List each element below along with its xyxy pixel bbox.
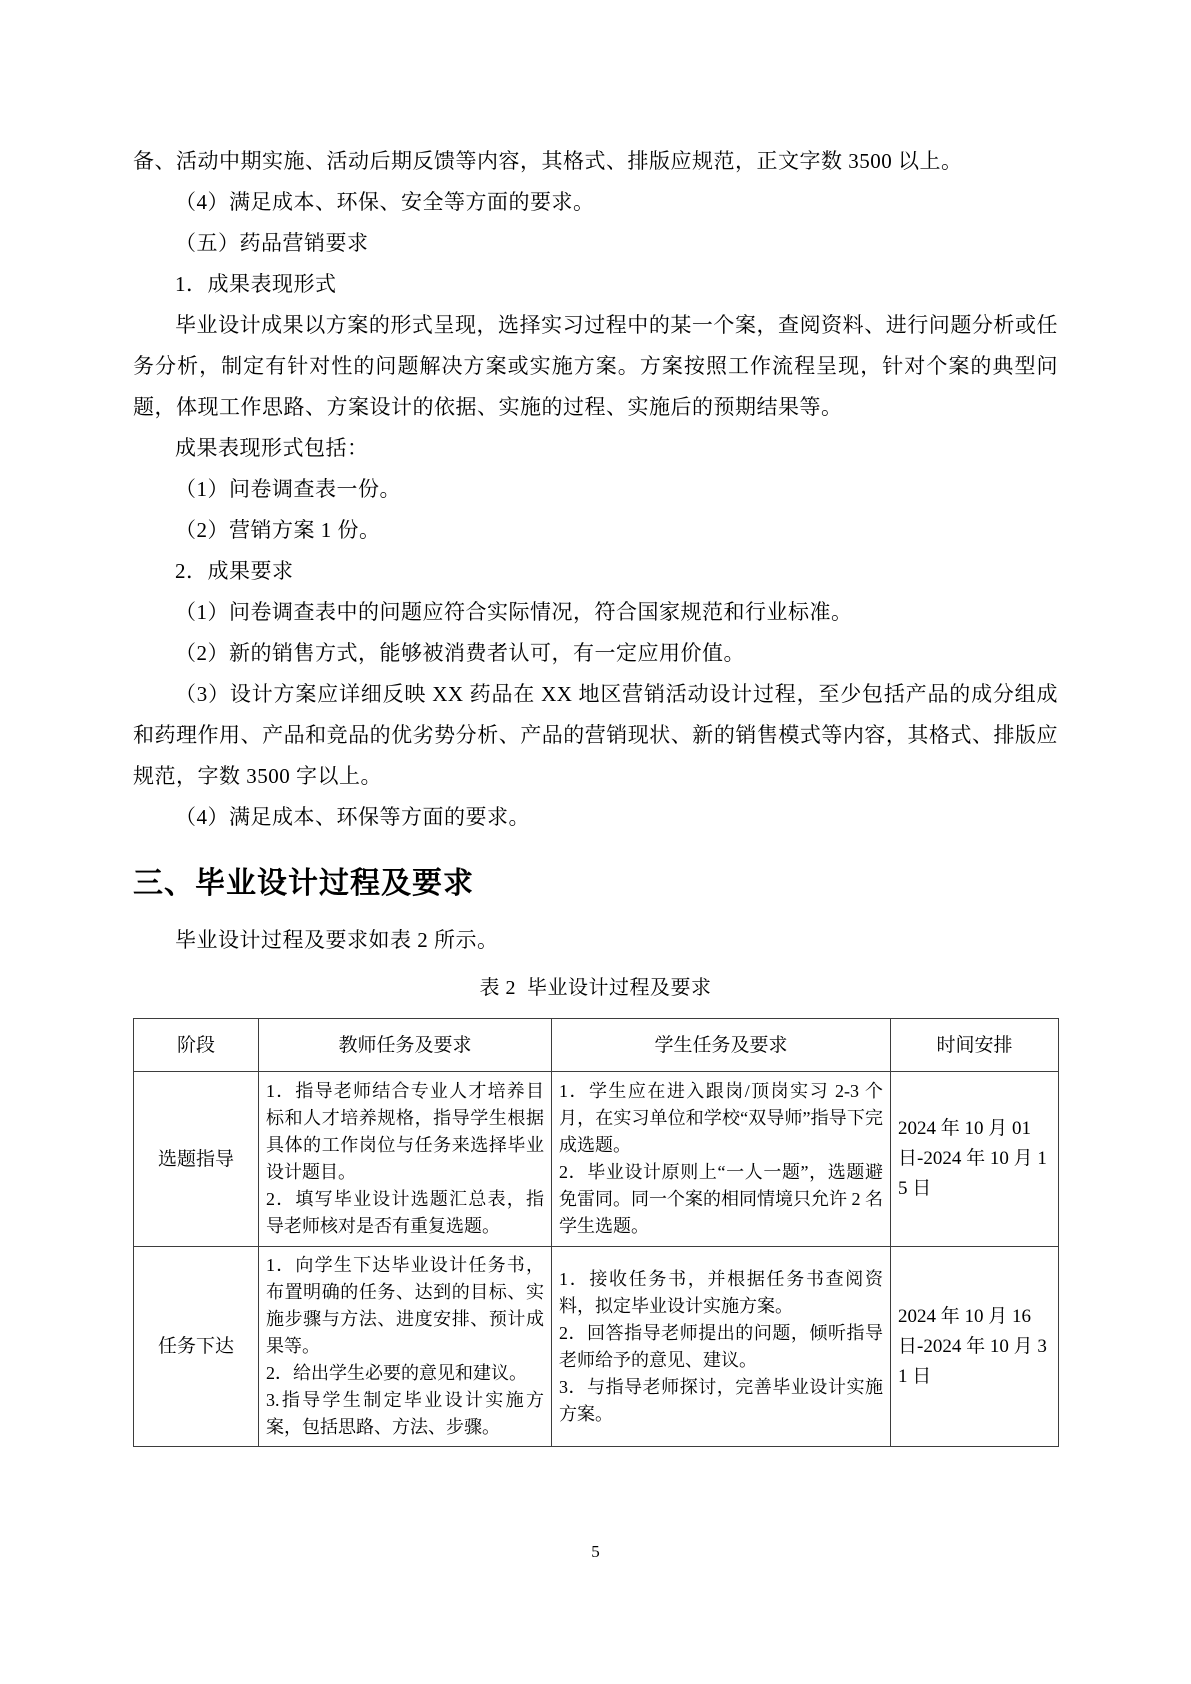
time-cell: 2024 年 10 月 16 日-2024 年 10 月 31 日 [891, 1247, 1059, 1447]
table-row [134, 1072, 1059, 1247]
time-cell: 2024 年 10 月 01 日-2024 年 10 月 15 日 [891, 1072, 1059, 1247]
section-heading: 三、毕业设计过程及要求 [133, 867, 474, 900]
table-row [134, 1247, 1059, 1447]
paragraph: （1）问卷调查表一份。 [175, 477, 401, 501]
col-header-student-tasks: 学生任务及要求 [552, 1019, 891, 1072]
table-caption: 表 2 毕业设计过程及要求 [479, 977, 712, 999]
page-number: 5 [591, 1542, 600, 1561]
student-tasks-cell [552, 1247, 891, 1447]
paragraph: 毕业设计成果以方案的形式呈现，选择实习过程中的某一个案，查阅资料、进行问题分析或任务分析，制定有针对性的问题解决方案或实施方案。方案按照工作流程呈现，针对个案的典型问题，体现工作思路、方案设计的依据、实施的过程、实施后的预期结果等。 [133, 313, 1058, 419]
paragraph: （五）药品营销要求 [175, 231, 369, 255]
paragraph: （3）设计方案应详细反映 XX 药品在 XX 地区营销活动设计过程，至少包括产品的成分组成和药理作用、产品和竞品的优劣势分析、产品的营销现状、新的销售模式等内容，其格式、排版应规范，字数 3500 字以上。 [133, 682, 1058, 788]
task-item: 1．向学生下达毕业设计任务书，布置明确的任务、达到的目标、实施步骤与方法、进度安排、预计成果等。 [266, 1255, 544, 1356]
task-item: 1．指导老师结合专业人才培养目标和人才培养规格，指导学生根据具体的工作岗位与任务来选择毕业设计题目。 [266, 1081, 544, 1182]
paragraph: 备、活动中期实施、活动后期反馈等内容，其格式、排版应规范，正文字数 3500 以上。 [133, 149, 963, 173]
paragraph: （2）营销方案 1 份。 [175, 518, 381, 542]
teacher-tasks-cell [259, 1247, 552, 1447]
page-content [133, 141, 1058, 1447]
task-item: 2．给出学生必要的意见和建议。 [266, 1363, 527, 1383]
task-item: 3．与指导老师探讨，完善毕业设计实施方案。 [559, 1376, 883, 1424]
table-header-row [134, 1019, 1059, 1072]
stage-cell: 选题指导 [134, 1072, 259, 1247]
paragraph: 2．成果要求 [175, 559, 294, 583]
process-table [133, 1018, 1059, 1447]
task-item: 2．回答指导老师提出的问题，倾听指导老师给予的意见、建议。 [559, 1322, 883, 1370]
paragraph: （4）满足成本、环保等方面的要求。 [175, 805, 530, 829]
task-item: 2．毕业设计原则上“一人一题”，选题避免雷同。同一个案的相同情境只允许 2 名学生选题。 [559, 1162, 883, 1236]
stage-cell: 任务下达 [134, 1247, 259, 1447]
col-header-time: 时间安排 [891, 1019, 1059, 1072]
col-header-teacher-tasks: 教师任务及要求 [259, 1019, 552, 1072]
teacher-tasks-cell [259, 1072, 552, 1247]
task-item: 1．接收任务书，并根据任务书查阅资料，拟定毕业设计实施方案。 [559, 1268, 883, 1316]
table-intro: 毕业设计过程及要求如表 2 所示。 [175, 928, 499, 952]
task-item: 3.指导学生制定毕业设计实施方案，包括思路、方法、步骤。 [266, 1390, 544, 1437]
paragraph: （2）新的销售方式，能够被消费者认可，有一定应用价值。 [175, 641, 745, 665]
paragraph: （4）满足成本、环保、安全等方面的要求。 [175, 190, 595, 214]
student-tasks-cell [552, 1072, 891, 1247]
paragraph: 1．成果表现形式 [175, 272, 337, 296]
task-item: 1．学生应在进入跟岗/顶岗实习 2-3 个月，在实习单位和学校“双导师”指导下完成选题。 [559, 1081, 883, 1155]
task-item: 2．填写毕业设计选题汇总表，指导老师核对是否有重复选题。 [266, 1189, 544, 1236]
paragraph: （1）问卷调查表中的问题应符合实际情况，符合国家规范和行业标准。 [175, 600, 853, 624]
paragraph: 成果表现形式包括： [175, 436, 369, 460]
col-header-stage: 阶段 [134, 1019, 259, 1072]
